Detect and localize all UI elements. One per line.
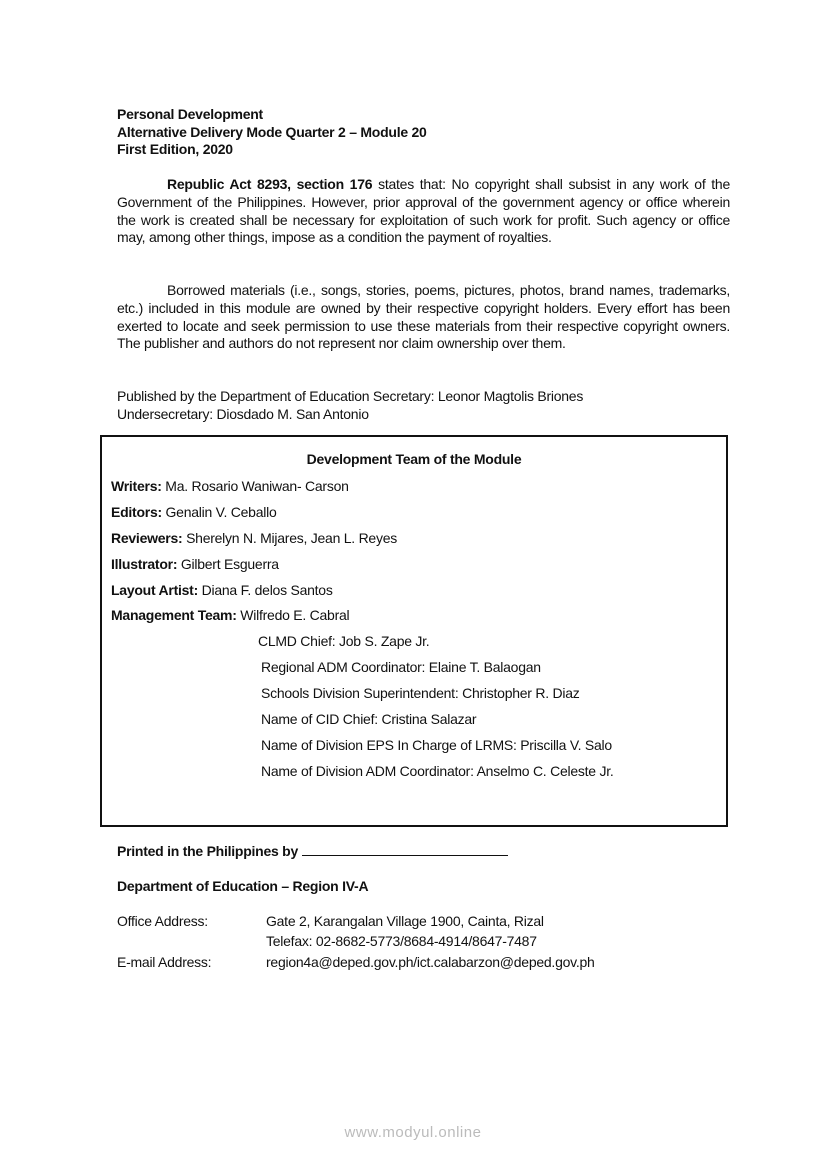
management-member: Schools Division Superintendent: Christopher R. Diaz [261,685,580,701]
subject-title: Personal Development [117,106,263,122]
copyright-text: states that: No copyright shall subsist in any work of the Government of the Philippines. However, prior approval of the government agency or office wherein the work is created shall be necessary for exploitation of such work for profit. Such agency or office may, among other things, impose as a condition the payment of royalties. [117,176,730,246]
team-row-editors: Editors: Genalin V. Ceballo [111,504,277,520]
email-address-label: E-mail Address: [117,954,212,970]
management-member: Name of Division ADM Coordinator: Anselmo C. Celeste Jr. [261,763,614,779]
borrowed-paragraph [117,282,730,353]
management-member: Regional ADM Coordinator: Elaine T. Balaogan [261,659,541,675]
management-member: CLMD Chief: Job S. Zape Jr. [258,633,430,649]
team-row-illustrator: Illustrator: Gilbert Esguerra [111,556,279,572]
team-row-reviewers: Reviewers: Sherelyn N. Mijares, Jean L. Reyes [111,530,398,546]
development-team-box [100,435,728,827]
team-row-writers: Writers: Ma. Rosario Waniwan- Carson [111,478,349,494]
management-member: Name of CID Chief: Cristina Salazar [261,711,477,727]
printer-blank-line [302,843,508,856]
email-address-value: region4a@deped.gov.ph/ict.calabarzon@deped.gov.ph [266,954,595,970]
borrowed-text: Borrowed materials (i.e., songs, stories, poems, pictures, photos, brand names, trademarks, etc.) included in this module are owned by their respective copyright holders. Every effort has been exerted to locate and seek permission to use these materials from their respective copyright owners. The publisher and authors do not represent nor claim ownership over them. [117,282,730,352]
team-row-management: Management Team: Wilfredo E. Cabral [111,607,350,623]
published-line: Published by the Department of Education Secretary: Leonor Magtolis Briones [117,388,584,404]
printed-by: Printed in the Philippines by [117,843,508,859]
office-address-value: Gate 2, Karangalan Village 1900, Cainta, Rizal [266,913,544,929]
published-by [117,388,583,423]
team-row-layout-artist: Layout Artist: Diana F. delos Santos [111,582,333,598]
copyright-paragraph [117,176,730,247]
watermark: www.modyul.online [344,1124,482,1141]
management-member: Name of Division EPS In Charge of LRMS: Priscilla V. Salo [261,737,612,753]
module-title: Alternative Delivery Mode Quarter 2 – Module 20 [117,123,427,140]
edition: First Edition, 2020 [117,141,233,157]
telefax: Telefax: 02-8682-5773/8684-4914/8647-7487 [266,933,537,949]
team-title: Development Team of the Module [306,451,522,467]
undersecretary-line: Undersecretary: Diosdado M. San Antonio [117,405,369,422]
region-heading: Department of Education – Region IV-A [117,878,369,894]
law-reference: Republic Act 8293, section 176 [167,176,373,192]
document-header [117,106,427,159]
office-address-label: Office Address: [117,913,208,929]
